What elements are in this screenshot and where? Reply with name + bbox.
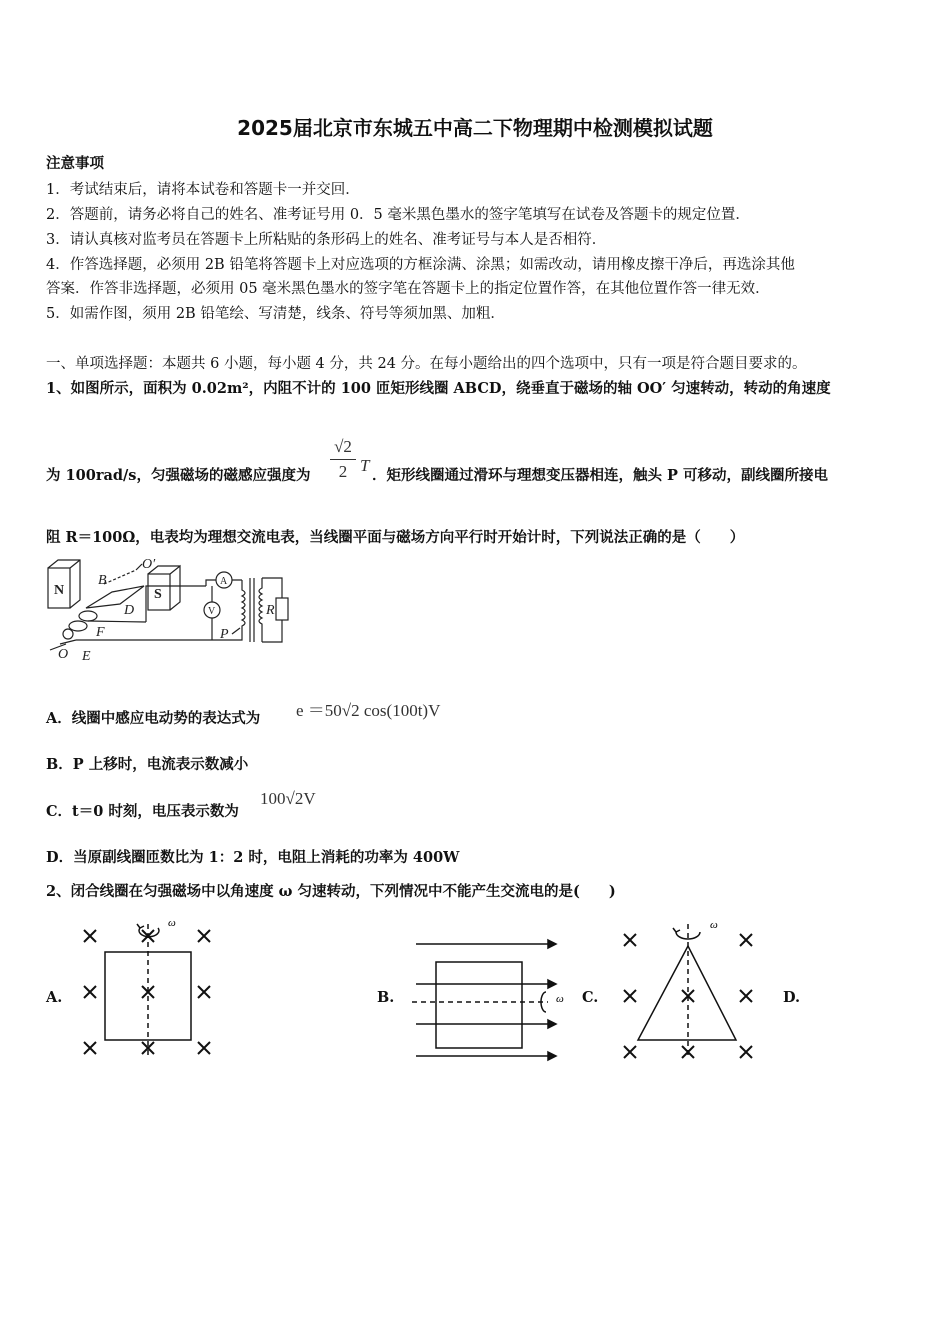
- voltmeter-label: V: [208, 606, 216, 617]
- fraction-unit: T: [360, 456, 370, 475]
- q1-stem-line3: 阻 R＝100Ω，电表均为理想交流电表，当线圈平面与磁场方向平行时开始计时，下列说法正确的是（ ）: [46, 529, 745, 546]
- section-heading: 一、单项选择题：本题共 6 小题，每小题 4 分，共 24 分。在每小题给出的四个选项中，只有一项是符合题目要求的。: [46, 356, 807, 372]
- brush-e-label: E: [82, 649, 91, 664]
- note-item: 答案．作答非选择题，必须用 05 毫米黑色墨水的签字笔在答题卡上的指定位置作答，在其他位置作答一律无效．: [46, 281, 770, 297]
- q2-stem: 2、闭合线圈在匀强磁场中以角速度 ω 匀速转动，下列情况中不能产生交流电的是( ): [46, 883, 616, 900]
- note-item: 1．考试结束后，请将本试卷和答题卡一并交回．: [46, 182, 360, 198]
- ammeter-label: A: [220, 576, 228, 587]
- slider-p-label: P: [220, 627, 229, 642]
- q1-option-b: B．P 上移时，电流表示数减小: [46, 756, 249, 773]
- q1-circuit-figure: [46, 556, 296, 664]
- resistor-r-label: R: [266, 603, 275, 618]
- q1-option-c-formula: 100√2V: [260, 789, 316, 808]
- magnet-n-label: N: [54, 583, 65, 598]
- q2-figure-b: [410, 930, 580, 1066]
- omega-label: ω: [168, 917, 176, 929]
- fraction-numerator: √2: [330, 437, 356, 460]
- fraction-denominator: 2: [338, 462, 348, 481]
- note-item: 3．请认真核对监考员在答题卡上所粘贴的条形码上的姓名、准考证号与本人是否相符．: [46, 232, 607, 248]
- q1-stem-line2a: 为 100rad/s，匀强磁场的磁感应强度为: [46, 467, 311, 484]
- note-item: 4．作答选择题，必须用 2B 铅笔将答题卡上对应选项的方框涂满、涂黑；如需改动，请用橡皮擦干净后，再选涂其他: [46, 257, 795, 273]
- q2-option-c-label: C.: [582, 989, 599, 1006]
- coil-d-label: D: [124, 603, 135, 618]
- q1-stem-line2b: ．矩形线圈通过滑环与理想变压器相连，触头 P 可移动，副线圈所接电: [372, 467, 828, 484]
- q1-option-c: C．t＝0 时刻，电压表示数为: [46, 803, 239, 820]
- omega-label: ω: [556, 993, 564, 1005]
- q2-figure-c: [618, 918, 768, 1064]
- note-item: 2．答题前，请务必将自己的姓名、准考证号用 0．5 毫米黑色墨水的签字笔填写在试卷及答题卡的规定位置．: [46, 207, 750, 223]
- magnet-s-label: S: [154, 587, 162, 602]
- coil-b-label: B: [98, 573, 107, 588]
- axis-o-label: O: [58, 647, 69, 662]
- q2-option-a-label: A.: [46, 989, 63, 1006]
- q2-figure-a: [80, 918, 220, 1064]
- q1-option-a: A．线圈中感应电动势的表达式为: [46, 710, 261, 727]
- page-title: 2025届北京市东城五中高二下物理期中检测模拟试题: [237, 116, 713, 140]
- q2-option-b-label: B.: [377, 989, 395, 1006]
- omega-label: ω: [710, 919, 718, 931]
- q1-stem-line1: 1、如图所示，面积为 0.02m²，内阻不计的 100 匝矩形线圈 ABCD，绕垂直于磁场的轴 OO′ 匀速转动，转动的角速度: [46, 380, 831, 397]
- q1-option-a-formula: e ＝50√2 cos(100t)V: [296, 701, 441, 720]
- brush-f-label: F: [96, 625, 105, 640]
- q1-field-fraction: [330, 437, 356, 482]
- notes-heading: 注意事项: [46, 155, 104, 172]
- note-item: 5．如需作图，须用 2B 铅笔绘、写清楚，线条、符号等须加黑、加粗．: [46, 306, 505, 322]
- q1-option-d: D．当原副线圈匝数比为 1：2 时，电阻上消耗的功率为 400W: [46, 849, 460, 866]
- q2-option-d-label: D.: [783, 989, 801, 1006]
- axis-o2-label: O′: [142, 557, 156, 572]
